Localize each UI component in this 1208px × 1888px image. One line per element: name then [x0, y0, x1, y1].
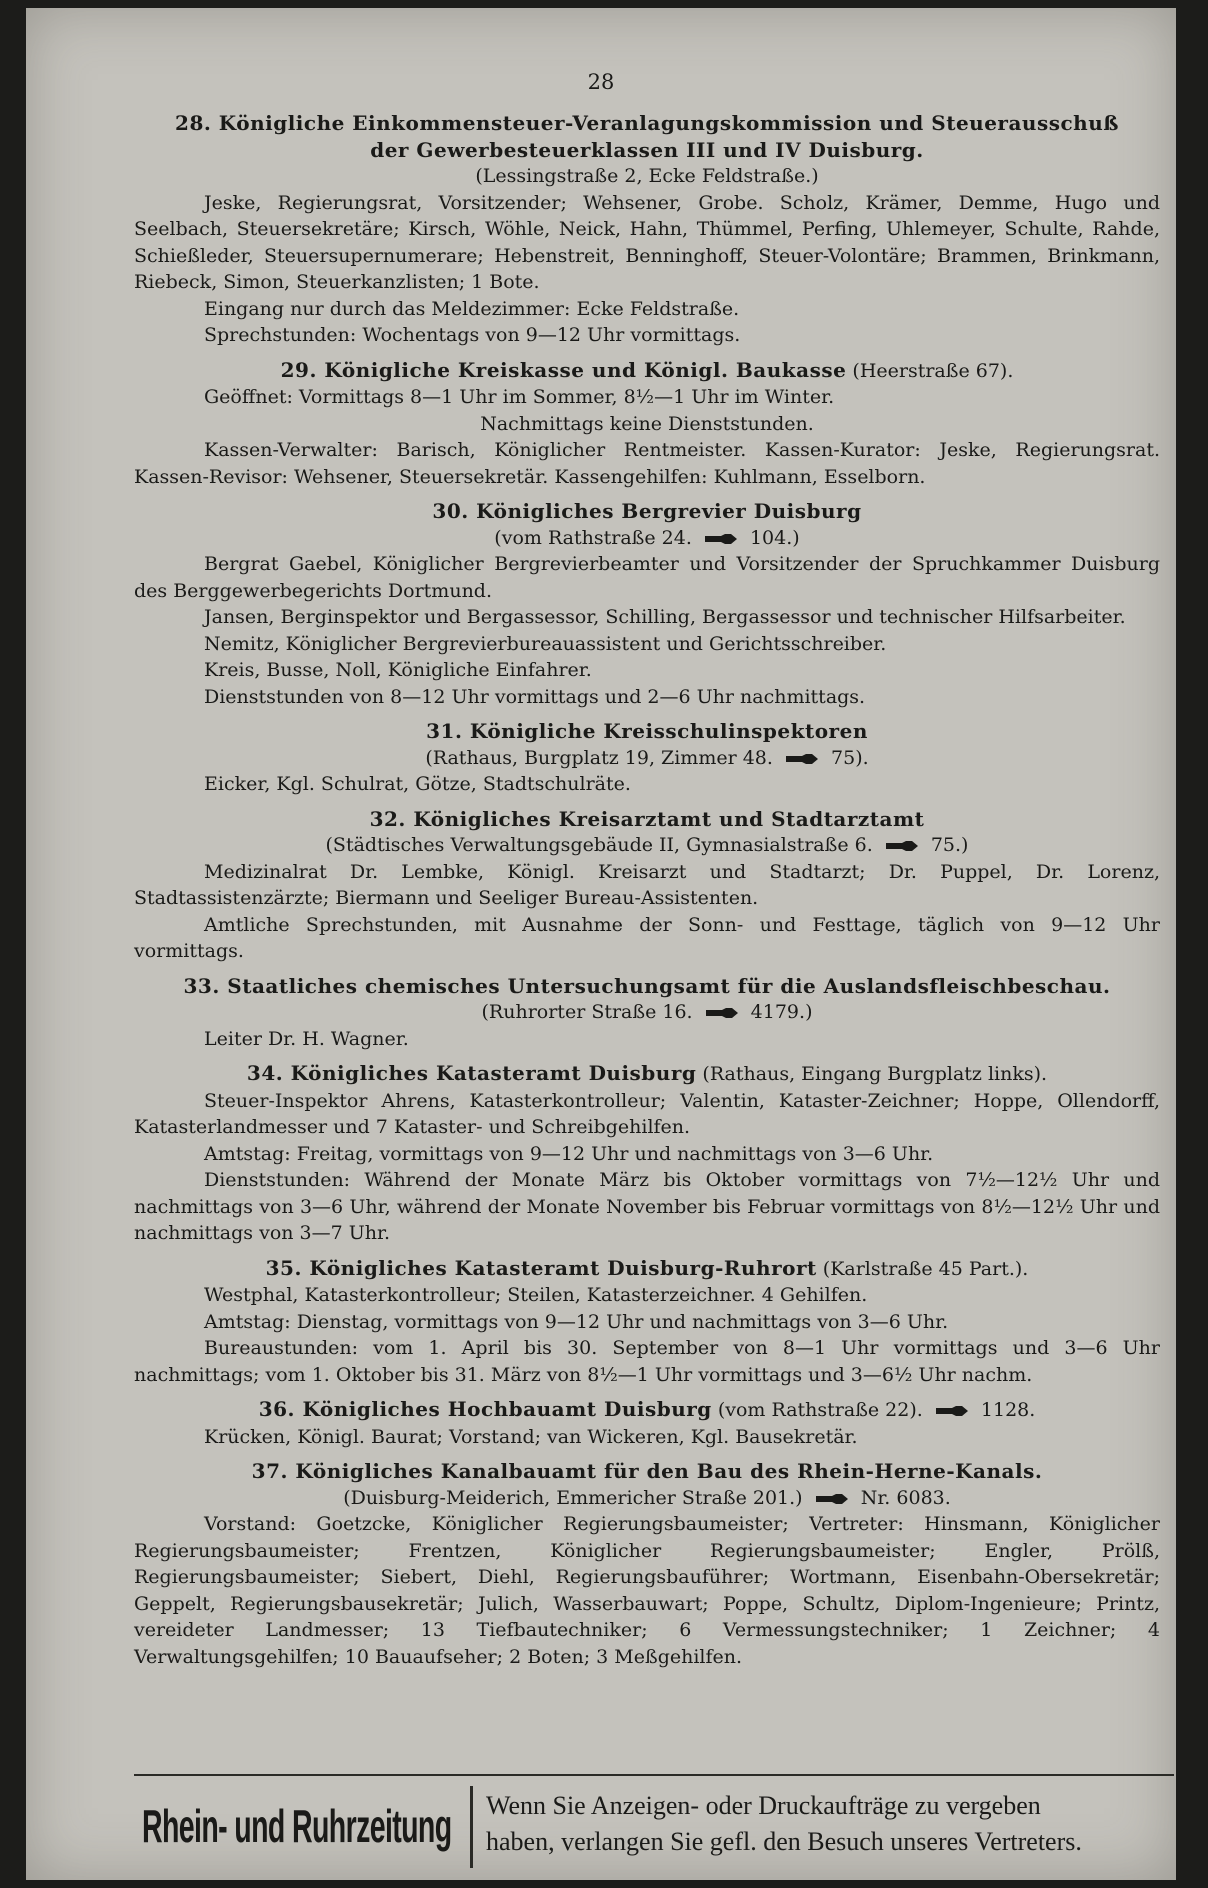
telephone-hand-icon: [885, 840, 919, 852]
section-34-title: 34. Königliches Katasteramt Duisburg: [246, 1061, 697, 1085]
section-30-title: 30. Königliches Bergrevier Duisburg: [432, 499, 862, 523]
section-29-afternoon: Nachmittags keine Dienststunden.: [480, 412, 814, 435]
section-36-staff: Krücken, Königl. Baurat; Vorstand; van Wickeren, Kgl. Bausekretär.: [204, 1425, 858, 1448]
section-34-heading: [134, 1060, 1160, 1088]
section-28-hours: Sprechstunden: Wochentags von 9—12 Uhr vormittags.: [204, 324, 741, 346]
section-36-phone: 1128.: [980, 1399, 1036, 1421]
section-37-address: [134, 1485, 1160, 1512]
section-31-staff: Eicker, Kgl. Schulrat, Götze, Stadtschulräte.: [204, 773, 631, 795]
section-35-title: 35. Königliches Katasteramt Duisburg-Ruhrort: [265, 1255, 817, 1280]
section-32-title: 32. Königliches Kreisarztamt und Stadtarztamt: [369, 806, 925, 831]
section-31-address: [134, 745, 1160, 772]
section-33-address: [134, 999, 1160, 1026]
section-35-staff: Westphal, Katasterkontrolleur; Steilen, Katasterzeichner. 4 Gehilfen.: [204, 1284, 868, 1306]
section-35-office-day: Amtstag: Dienstag, vormittags von 9—12 Uhr und nachmittags von 3—6 Uhr.: [204, 1310, 949, 1333]
document-page: [26, 8, 1176, 1880]
advertisement-line-2: haben, verlangen Sie gefl. den Besuch unseres Vertreters.: [486, 1827, 1082, 1856]
telephone-hand-icon: [704, 533, 738, 545]
section-28-staff: Jeske, Regierungsrat, Vorsitzender; Wehsener, Grobe. Scholz, Krämer, Demme, Hugo und Seelbach, Steuersekretäre; Kirsch, Wöhle, Neick, Hahn, Thümmel, Perfing, Uhlemeyer, Schulte, Rahde, Schießleder, Steuersupernumerare; Hebenstreit, Benninghoff, Steuer-Volontäre; Brammen, Brinkmann, Riebeck, Simon, Steuerkanzlisten; 1 Bote.: [134, 191, 1160, 293]
section-28-title-line1: 28. Königliche Einkommensteuer-Veranlagungskommission und Steuerausschuß: [175, 111, 1119, 135]
section-36-title: 36. Königliches Hochbauamt Duisburg: [258, 1397, 712, 1421]
advertisement-text: [486, 1788, 1176, 1860]
section-32-hours: Amtliche Sprechstunden, mit Ausnahme der Sonn- und Festtage, täglich von 9—12 Uhr vormittags.: [134, 913, 1160, 962]
section-29-staff: Kassen-Verwalter: Barisch, Königlicher Rentmeister. Kassen-Kurator: Jeske, Regierungsrat. Kassen-Revisor: Wehsener, Steuersekretär. Kassengehilfen: Kuhlmann, Esselborn.: [134, 439, 1160, 488]
section-37-address-street: (Duisburg-Meiderich, Emmericher Straße 201.): [343, 1486, 803, 1509]
advertisement-footer: [134, 1774, 1174, 1870]
section-30-staff3: Nemitz, Königlicher Bergrevierbureauassistent und Gerichtsschreiber.: [204, 632, 887, 655]
section-36-heading: [134, 1396, 1160, 1424]
section-28-title-line2: der Gewerbesteuerklassen III und IV Duisburg.: [370, 137, 924, 162]
section-30-phone: 104.): [749, 526, 800, 549]
section-30-address: [134, 525, 1160, 552]
section-33-title: 33. Staatliches chemisches Untersuchungsamt für die Auslandsfleischbeschau.: [183, 973, 1111, 998]
section-30-staff2: Jansen, Berginspektor und Bergassessor, Schilling, Bergassessor und technischer Hilfsarbeiter.: [204, 606, 1126, 628]
section-34-staff: Steuer-Inspektor Ahrens, Katasterkontrolleur; Valentin, Kataster-Zeichner; Hoppe, Ollendorff, Katasterlandmesser und 7 Kataster- und Schreibgehilfen.: [134, 1089, 1160, 1138]
section-34-address: (Rathaus, Eingang Burgplatz links).: [702, 1063, 1048, 1085]
section-31-phone: 75).: [831, 746, 869, 769]
section-28-entrance: Eingang nur durch das Meldezimmer: Ecke Feldstraße.: [204, 297, 740, 320]
section-35-address: (Karlstraße 45 Part.).: [822, 1257, 1029, 1280]
telephone-hand-icon: [935, 1405, 969, 1417]
section-30-staff4: Kreis, Busse, Noll, Königliche Einfahrer.: [204, 659, 592, 681]
section-37-title: 37. Königliches Kanalbauamt für den Bau des Rhein-Herne-Kanals.: [251, 1459, 1043, 1483]
section-37-staff: Vorstand: Goetzcke, Königlicher Regierungsbaumeister; Vertreter: Hinsmann, Königlicher Regierungsbaumeister; Frentzen, Königlicher Regierungsbaumeister; Engler, Prölß, Regierungsbaumeister; Siebert, Diehl, Regierungsbauführer; Wortmann, Eisenbahn-Obersekretär; Geppelt, Regierungsbausekretär; Julich, Wasserbauwart; Poppe, Schultz, Diplom-Ingenieure; Printz, vereideter Landmesser; 13 Tiefbautechniker; 6 Vermessungstechniker; 1 Zeichner; 4 Verwaltungsgehilfen; 10 Bauaufseher; 2 Boten; 3 Meßgehilfen.: [134, 1513, 1160, 1668]
footer-vertical-divider: [470, 1786, 473, 1868]
section-31-title: 31. Königliche Kreisschulinspektoren: [426, 719, 868, 743]
advertisement-line-1: Wenn Sie Anzeigen- oder Druckaufträge zu vergeben: [486, 1791, 1041, 1820]
section-28-address: (Lessingstraße 2, Ecke Feldstraße.): [475, 165, 819, 187]
section-29-heading: [134, 357, 1160, 385]
section-32-address: [134, 832, 1160, 859]
section-30-staff1: Bergrat Gaebel, Königlicher Bergrevierbeamter und Vorsitzender der Spruchkammer Duisburg des Berggewerbegerichts Dortmund.: [134, 553, 1160, 602]
section-37-phone: Nr. 6083.: [860, 1486, 951, 1509]
directory-content: [134, 110, 1160, 1670]
section-35-hours: Bureaustunden: vom 1. April bis 30. September von 8—1 Uhr vormittags und 3—6 Uhr nachmittags; vom 1. Oktober bis 31. März von 8½—1 Uhr vormittags und 3—6½ Uhr nachm.: [134, 1337, 1160, 1386]
newspaper-brand: Rhein- und Ruhrzeitung: [142, 1800, 452, 1852]
section-34-hours: Dienststunden: Während der Monate März bis Oktober vormittags von 7½—12½ Uhr und nachmittags von 3—6 Uhr, während der Monate November bis Februar vormittags von 8½—12½ Uhr und nachmittags von 3—7 Uhr.: [134, 1169, 1160, 1244]
section-36-address: (vom Rathstraße 22).: [717, 1399, 923, 1421]
section-29-address: (Heerstraße 67).: [852, 359, 1014, 382]
section-34-office-day: Amtstag: Freitag, vormittags von 9—12 Uhr und nachmittags von 3—6 Uhr.: [204, 1142, 934, 1165]
section-32-staff: Medizinalrat Dr. Lembke, Königl. Kreisarzt und Stadtarzt; Dr. Puppel, Dr. Lorenz, Stadtassistenzärzte; Biermann und Seeliger Bureau-Assistenten.: [134, 860, 1160, 909]
footer-divider: [134, 1774, 1174, 1776]
section-31-address-street: (Rathaus, Burgplatz 19, Zimmer 48.: [425, 746, 773, 769]
section-29-open: Geöffnet: Vormittags 8—1 Uhr im Sommer, 8½—1 Uhr im Winter.: [204, 386, 835, 408]
telephone-hand-icon: [785, 753, 819, 765]
section-30-address-street: (vom Rathstraße 24.: [494, 526, 692, 549]
section-32-phone: 75.): [930, 834, 969, 856]
section-35-heading: [134, 1255, 1160, 1283]
telephone-hand-icon: [705, 1007, 739, 1019]
page-number: 28: [587, 70, 615, 94]
telephone-hand-icon: [815, 1493, 849, 1505]
section-29-title: 29. Königliche Kreiskasse und Königl. Baukasse: [280, 357, 847, 382]
section-33-address-street: (Ruhrorter Straße 16.: [481, 1001, 693, 1023]
section-30-hours: Dienststunden von 8—12 Uhr vormittags und 2—6 Uhr nachmittags.: [204, 685, 866, 708]
section-32-address-street: (Städtisches Verwaltungsgebäude II, Gymnasialstraße 6.: [325, 834, 873, 856]
section-33-staff: Leiter Dr. H. Wagner.: [204, 1027, 409, 1050]
section-33-phone: 4179.): [750, 1001, 813, 1023]
